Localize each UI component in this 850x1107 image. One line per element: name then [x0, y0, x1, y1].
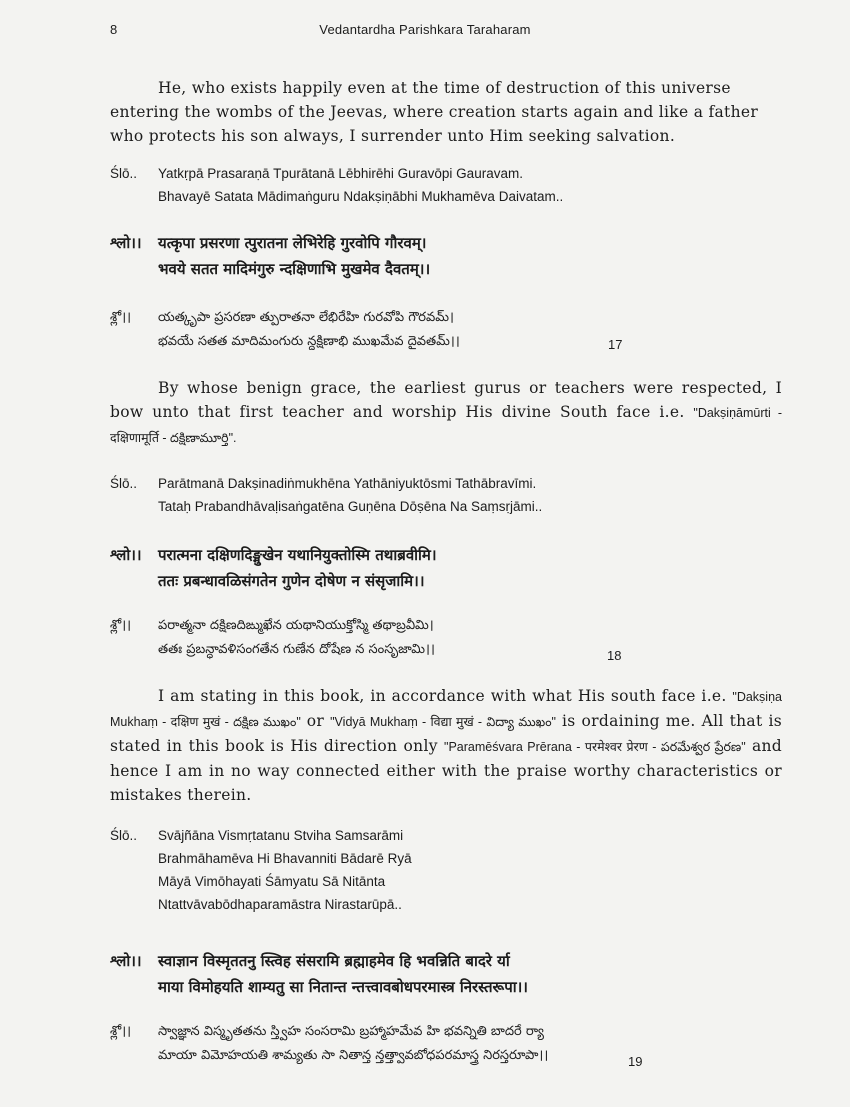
verse-line: यत्कृपा प्रसरणा त्पुरातना लेभिरेहि गुरवोपि गौरवम्। [158, 234, 427, 252]
sloka-label: శ్లో।। [110, 1024, 132, 1039]
paragraph-text: I am stating in this book, in accordance with what His south face i.e. [158, 687, 727, 705]
verse-line: యత్కృపా ప్రసరణా త్పురాతనా లేభిరేహి గురవోపి గౌరవమ్। [158, 310, 454, 325]
paragraph-3 [110, 684, 782, 807]
sloka-label: श्लो।। [110, 952, 142, 970]
page-number: 8 [110, 22, 118, 37]
paragraph-text: is [555, 712, 576, 730]
paragraph-text: and hence I am in no way connected either with the praise worthy characteristics or mistakes therein. [110, 737, 783, 804]
sloka-label: Ślō.. [110, 166, 138, 181]
paragraph-2 [110, 376, 782, 450]
verse-line: परात्मना दक्षिणदिङ्मुखेन यथानियुक्तोस्मि तथाब्रवीमि। [158, 546, 437, 564]
verse-line: Yatkṛpā Prasaraṇā Tpurātanā Lēbhirēhi Guravōpi Gauravam. [158, 166, 523, 181]
verse-line: పరాత్మనా దక్షిణదిఙ్ముఖేన యథానియుక్తోస్మి తథాబ్రవీమి। [158, 618, 434, 633]
verse-line: తతః ప్రబన్ధావళిసంగతేన గుణేన దోషేణ న సంసృజామి।। [158, 642, 435, 657]
paragraph-line: entering the wombs of the Jeevas, where creation starts again and like a father [110, 103, 759, 121]
sloka-label: Ślō.. [110, 828, 138, 843]
sloka-label: శ్లో।। [110, 618, 132, 633]
verse-line: स्वाज्ञान विस्मृततनु स्त्विह संसरामि ब्रह्माहमेव हि भवन्निति बादरे र्या [158, 952, 510, 970]
verse-line: Tataḥ Prabandhāvaḷisaṅgatēna Guṇēna Dōṣēna Na Saṃsṛjāmi.. [158, 499, 543, 514]
sloka-label: श्लो।। [110, 546, 142, 564]
term-dakshina-mukham: "Dakṣiṇa Mukhaṃ - दक्षिण मुखं - దక్షిణ ముఖం" [110, 690, 782, 729]
paragraph-text: By whose benign grace, the earliest gurus or teachers were respected, I bow unto that first teacher and worship His divine South face i.e. [110, 379, 782, 421]
term-vidya-mukham: "Vidyā Mukhaṃ - विद्या मुखं - విద్యా ముఖం" [330, 715, 556, 729]
verse-line: స్వాజ్ఞాన విస్మృతతను స్త్విహ సంసరామి బ్రహ్మాహమేవ హి భవన్నితి బాదరే ర్యా [158, 1024, 544, 1039]
verse-number: 17 [608, 337, 623, 352]
verse-line: Brahmāhamēva Hi Bhavanniti Bādarē Ryā [158, 851, 412, 866]
sloka-label: श्लो।। [110, 234, 142, 252]
paragraph-line: who protects his son always, I surrender unto Him seeking salvation. [110, 127, 676, 145]
verse-line: Māyā Vimōhayati Śāmyatu Sā Nitānta [158, 874, 386, 889]
paragraph-text: ordaining me. All that is stated in this book is His direction only [110, 712, 783, 755]
verse-line: మాయా విమోహయతి శామ్యతు సా నితాన్త న్తత్త్వావబోధపరమాస్త్ర నిరస్తరూపా।। [158, 1048, 549, 1063]
sloka-label: Ślō.. [110, 476, 138, 491]
sloka-label: శ్లో।। [110, 310, 132, 325]
term-paramesvara-prerana: "Paramēśvara Prērana - परमेश्वर प्रेरण - పరమేశ్వర ప్రేరణ" [444, 740, 746, 754]
verse-line: భవయే సతత మాదిమంగురు న్దక్షిణాభి ముఖమేవ దైవతమ్।। [158, 334, 460, 349]
verse-line: माया विमोहयति शाम्यतु सा नितान्त न्तत्त्वावबोधपरमास्त्र निरस्तरूपा।। [158, 978, 528, 996]
verse-line: Svājñāna Vismṛtatanu Stviha Samsarāmi [158, 828, 404, 843]
paragraph-1 [110, 76, 782, 148]
paragraph-text: or [300, 712, 331, 730]
running-header-title: Vedantardha Parishkara Taraharam [319, 22, 531, 37]
verse-line: Ntattvāvabōdhaparamāstra Nirastarūpā.. [158, 897, 402, 912]
verse-number: 18 [607, 648, 622, 663]
verse-number: 19 [628, 1054, 643, 1069]
paragraph-line: He, who exists happily even at the time of destruction of this universe [158, 79, 731, 97]
verse-line: भवये सतत मादिमंगुरु न्दक्षिणाभि मुखमेव दैवतम्।। [158, 260, 431, 278]
verse-line: Parātmanā Dakṣinadiṅmukhēna Yathāniyuktōsmi Tathābravīmi. [158, 476, 537, 491]
term-dakshinamurti: "Dakṣiṇāmūrti - दक्षिणामूर्ति - దక్షిణామూర్తి". [110, 406, 782, 445]
verse-line: ततः प्रबन्धावळिसंगतेन गुणेन दोषेण न संसृजामि।। [158, 572, 425, 590]
verse-line: Bhavayē Satata Mādimaṅguru Ndakṣiṇābhi Mukhamēva Daivatam.. [158, 189, 564, 204]
